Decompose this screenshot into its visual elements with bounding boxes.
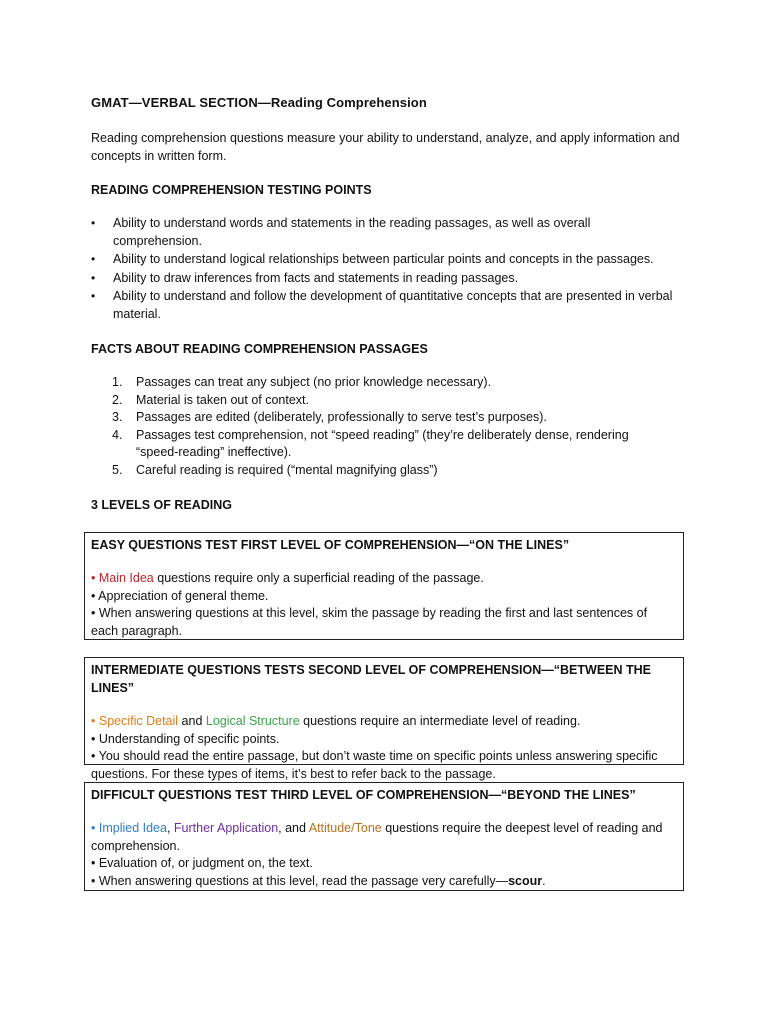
difficult-level-box (84, 782, 684, 891)
difficult-line-2: • Evaluation of, or judgment on, the text. (91, 856, 313, 870)
list-number: 3. (112, 410, 123, 424)
intro-paragraph: Reading comprehension questions measure your ability to understand, analyze, and apply information and concepts in written form. (91, 131, 680, 163)
difficult-line-3-end: . (542, 873, 546, 888)
list-item-text: Ability to understand logical relationships between particular points and concepts in the passages. (113, 252, 654, 266)
list-item-text: Passages can treat any subject (no prior knowledge necessary). (136, 375, 492, 389)
facts-list (112, 374, 672, 479)
testing-points-heading: READING COMPREHENSION TESTING POINTS (91, 183, 372, 197)
bullet-symbol: • (91, 714, 99, 728)
list-item (91, 288, 681, 323)
intermediate-line-1-rest: questions require an intermediate level of reading. (299, 714, 581, 728)
easy-line-1 (91, 570, 677, 588)
list-item (91, 215, 681, 250)
list-item (91, 251, 681, 269)
logical-structure-term: Logical Structure (205, 714, 300, 728)
attitude-tone-term: Attitude/Tone (308, 821, 382, 835)
easy-level-box (84, 532, 684, 640)
intermediate-level-box (84, 657, 684, 781)
list-number: 5. (112, 462, 123, 477)
difficult-line-3-start: • When answering questions at this level, read the passage very carefully— (91, 873, 509, 888)
list-number: 2. (112, 392, 123, 407)
list-item-text: Passages are edited (deliberately, professionally to serve test’s purposes). (136, 410, 547, 424)
levels-heading: 3 LEVELS OF READING (91, 498, 232, 512)
intermediate-level-title: INTERMEDIATE QUESTIONS TESTS SECOND LEVEL OF COMPREHENSION—“BETWEEN THE LINES” (91, 663, 651, 695)
list-item-text: Material is taken out of context. (136, 392, 310, 407)
document-title: GMAT—VERBAL SECTION—Reading Comprehension (91, 95, 427, 110)
difficult-line-3 (91, 873, 677, 891)
connector-text: and (178, 714, 206, 728)
facts-heading: FACTS ABOUT READING COMPREHENSION PASSAGES (91, 342, 428, 356)
bullet-icon: • (91, 270, 96, 285)
list-item (112, 427, 672, 462)
separator-text: , and (278, 821, 309, 835)
bullet-icon: • (91, 216, 96, 230)
list-item (112, 462, 672, 480)
separator-text: , (166, 821, 174, 835)
specific-detail-term: Specific Detail (98, 714, 179, 728)
bullet-symbol: • (91, 821, 99, 835)
easy-line-1-rest: questions require only a superficial reading of the passage. (153, 571, 484, 585)
implied-idea-term: Implied Idea (98, 821, 167, 835)
easy-line-3: • When answering questions at this level, skim the passage by reading the first and last sentences of each paragraph. (91, 606, 648, 638)
list-item-text: Careful reading is required (“mental magnifying glass”) (136, 462, 438, 477)
further-application-term: Further Application (173, 821, 279, 835)
list-item (112, 374, 672, 392)
bullet-symbol: • (91, 571, 99, 585)
list-number: 1. (112, 375, 123, 389)
main-idea-term: Main Idea (98, 571, 154, 585)
scour-emphasis: scour (508, 873, 543, 888)
list-item (91, 270, 681, 288)
testing-points-list (91, 215, 681, 324)
intermediate-line-2: • Understanding of specific points. (91, 731, 280, 746)
list-number: 4. (112, 427, 123, 442)
bullet-icon: • (91, 252, 96, 266)
list-item (112, 392, 672, 410)
list-item (112, 409, 672, 427)
list-item-text: Passages test comprehension, not “speed reading” (they’re deliberately dense, rendering “speed-reading” ineffective). (136, 427, 629, 459)
list-item-text: Ability to understand words and statements in the reading passages, as well as overall comprehension. (113, 216, 591, 248)
intermediate-line-3: • You should read the entire passage, but don’t waste time on specific points unless answering specific questions. For these types of items, it’s best to refer back to the passage. (91, 749, 658, 781)
difficult-line-1-rest: questions require the deepest level of reading and comprehension. (91, 821, 663, 853)
intermediate-line-1 (91, 713, 677, 731)
difficult-level-title: DIFFICULT QUESTIONS TEST THIRD LEVEL OF COMPREHENSION—“BEYOND THE LINES” (91, 788, 636, 802)
easy-level-title: EASY QUESTIONS TEST FIRST LEVEL OF COMPREHENSION—“ON THE LINES” (91, 538, 570, 552)
bullet-icon: • (91, 289, 96, 303)
list-item-text: Ability to understand and follow the development of quantitative concepts that are presented in verbal material. (113, 289, 673, 321)
list-item-text: Ability to draw inferences from facts and statements in reading passages. (113, 270, 519, 285)
easy-line-2: • Appreciation of general theme. (91, 588, 269, 603)
difficult-line-1 (91, 820, 677, 855)
